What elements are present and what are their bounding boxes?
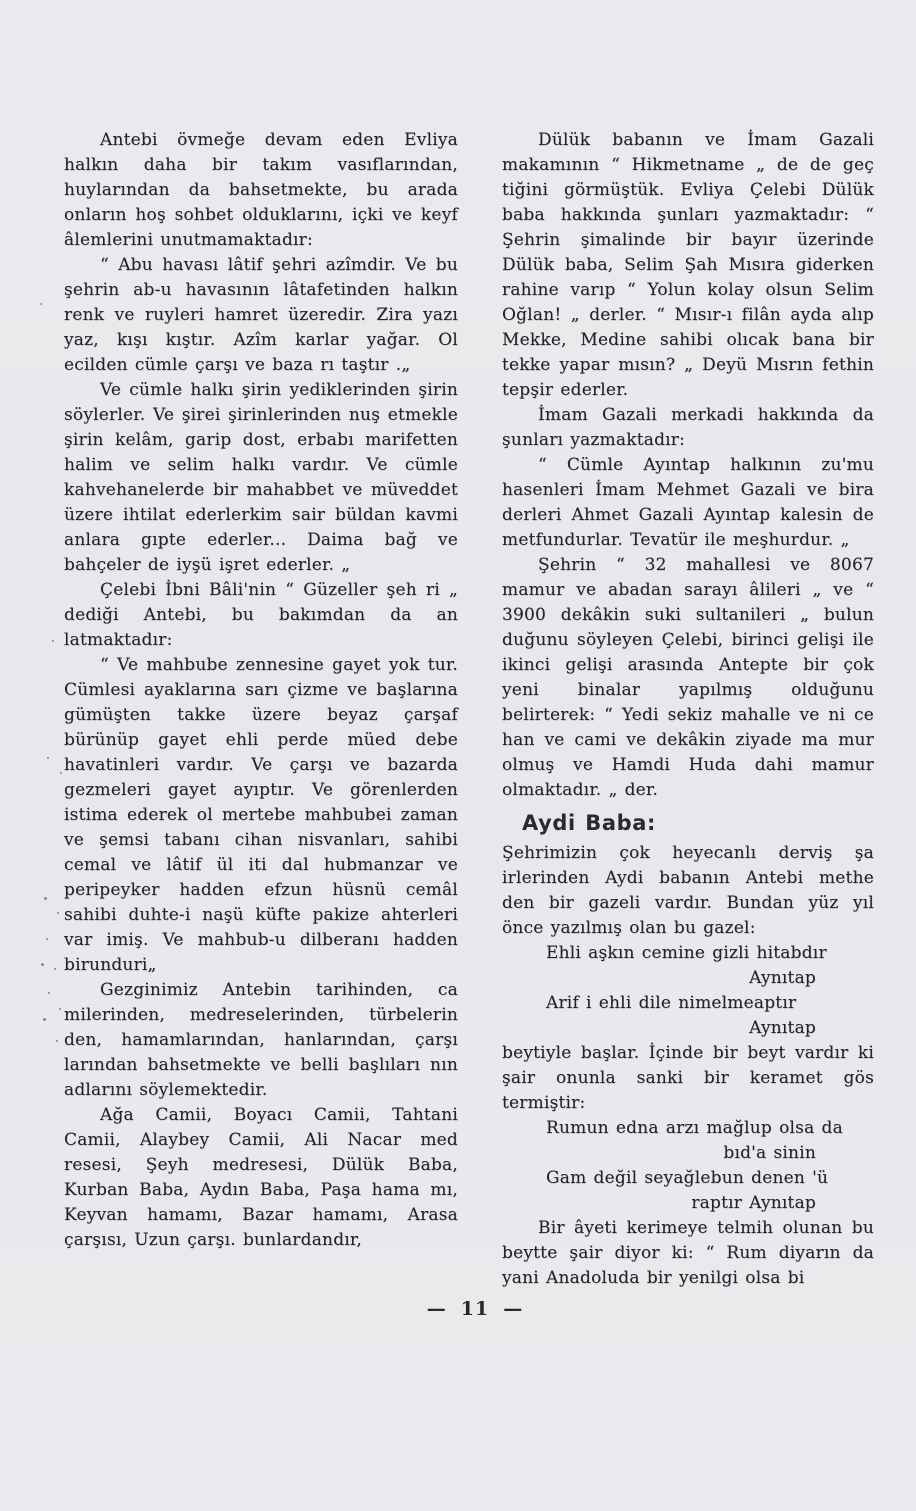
scan-speck: [40, 303, 42, 305]
paragraph-cami-listesi: Ağa Camii, Boyacı Camii, Tahtani Camii, Alaybey Camii, Ali Nacar med resesi, Şeyh medresesi, Dülük Baba, Kurban Baba, Aydın Baba, Paşa hama mı, Keyvan hamamı, Bazar hamamı, Arasa çarşısı, Uzun çarşı. bunlardandır,: [64, 1105, 458, 1250]
verse-line: Aynıtap: [749, 968, 816, 988]
scan-speck: [47, 757, 49, 759]
paragraph-quote-ab-u-hava: “ Abu havası lâtif şehri azîmdir. Ve bu şehrin ab-u havasının lâtafetinden halkın renk ve ruyleri hamret üzeredir. Zira yazı yaz, kışı kıştır. Azîm karlar yağar. Ol ecilden cümle çarşı ve baza rı taştır .„: [64, 255, 458, 375]
verse-line: bıd'a sinin: [723, 1143, 816, 1163]
scan-speck: [59, 1008, 61, 1010]
paragraph-quote-mahbube: “ Ve mahbube zennesine gayet yok tur. Cümlesi ayaklarına sarı çizme ve başlarına gümüşten takke üzere beyaz çarşaf bürünüp gayet ehli perde müed debe havatinleri vardır. Ve çarşı ve bazarda gezmeleri gayet ayıptır. Ve görenlerden istima ederek ol mertebe mahbubei zaman ve şemsi tabanı cihan nisvanları, sahibi cemal ve lâtif ül iti dal hubmanzar ve peripeyker hadden efzun hüsnü cemâl sahibi duhte-i naşü küfte pakize ahterleri var imiş. Ve mahbub-u dilberanı hadden birunduri„: [64, 655, 458, 975]
scan-speck: [46, 938, 48, 940]
paragraph-imam-gazali-giris: İmam Gazali merkadi hakkında da şunları yazmaktadır:: [502, 405, 874, 450]
paragraph-gezginimiz: Gezginimiz Antebin tarihinden, ca milerinden, medreselerinden, türbelerin den, hamamlarından, hanlarından, çarşı larından bahsetmekte ve belli başlıları nın adlarını söylemektedir.: [64, 980, 458, 1100]
page-number-dash-right: —: [503, 1298, 524, 1320]
scan-speck: [48, 992, 50, 994]
paragraph-evliya-intro: Antebi övmeğe devam eden Evliya halkın daha bir takım vasıflarından, huylarından da bahsetmekte, bu arada onların hoş sohbet olduklarını, içki ve keyf âlemlerini unutmamaktadır:: [64, 130, 458, 250]
paragraph-aydi-baba-gazel: Şehrimizin çok heyecanlı derviş şa irlerinden Aydi babanın Antebi methe den bir gazeli vardır. Bundan yüz yıl önce yazılmış olan bu gazel:: [502, 843, 874, 938]
scan-speck: [43, 1018, 46, 1021]
paragraph-sehrin-mahalle: Şehrin “ 32 mahallesi ve 8067 mamur ve abadan sarayı âlileri „ ve “ 3900 dekâkin suki sultanileri „ bulun duğunu söyleyen Çelebi, birinci gelişi ile ikinci gelişi arasında Antepte bir çok yeni binalar yapılmış olduğunu belirterek: “ Yedi sekiz mahalle ve ni ce han ve cami ve dekâkin ziyade ma mur olmuş ve Hamdi Huda dahi mamur olmaktadır. „ der.: [502, 555, 874, 800]
scan-speck: [60, 772, 62, 774]
section-heading-aydi-baba: Aydi Baba:: [522, 811, 657, 835]
paragraph-celebi-ibni-bali: Çelebi İbni Bâli'nin “ Güzeller şeh ri „ dediği Antebi, bu bakımdan da an latmaktadır:: [64, 580, 458, 650]
left-column: [64, 128, 458, 1253]
paragraph-duluk-baba: Dülük babanın ve İmam Gazali makamının “ Hikmetname „ de de geç tiğini görmüştük. Evliya Çelebi Dülük baba hakkında şunları yazmaktadır: “ Şehrin şimalinde bir bayır üzerinde Dülük baba, Selim Şah Mısıra giderken rahine varıp “ Yolun kolay olsun Selim Oğlan! „ derler. “ Mısır-ı filân ayda alıp Mekke, Medine sahibi olıcak bana bir tekke yapar mısın? „ Deyü Mısrın fethin tepşir ederler.: [502, 130, 874, 400]
verse-line: raptır Aynıtap: [691, 1193, 816, 1213]
paragraph-ayeti-kerime: Bir âyeti kerimeye telmih olunan bu beytte şair diyor ki: “ Rum diyarın da yani Anadoluda bir yenilgi olsa bi: [502, 1218, 874, 1288]
page-number: [0, 1298, 916, 1320]
scan-speck: [57, 912, 59, 914]
right-column: [502, 128, 874, 1291]
verse-line: Ehli aşkın cemine gizli hitabdır: [546, 943, 827, 963]
scan-speck: [52, 640, 54, 642]
paragraph-beytiyle-baslar: beytiyle başlar. İçinde bir beyt vardır ki şair onunla sanki bir keramet gös termiştir:: [502, 1043, 874, 1113]
verse-line: Gam değil seyağlebun denen 'ü: [546, 1168, 829, 1188]
scan-speck: [41, 963, 44, 966]
paragraph-quote-ayintap: “ Cümle Ayıntap halkının zu'mu hasenleri İmam Mehmet Gazali ve bira derleri Ahmet Gazali Ayıntap kalesin de metfundurlar. Tevatür ile meşhurdur. „: [502, 455, 874, 550]
verse-beyit-2: [502, 1116, 874, 1216]
paragraph-quote-sirin-halk: Ve cümle halkı şirin yediklerinden şirin söylerler. Ve şirei şirinlerinden nuş etmekle şirin kelâm, garip dost, erbabı marifetten halim ve selim halkı vardır. Ve cümle kahvehanelerde bir mahabbet ve müveddet üzere ihtilat ederlerkim sair büldan kavmi anlara gıpte ederler... Daima bağ ve bahçeler de iyşü işret ederler. „: [64, 380, 458, 575]
scan-speck: [54, 968, 56, 970]
verse-line: Rumun edna arzı mağlup olsa da: [546, 1118, 843, 1138]
verse-line: Aynıtap: [749, 1018, 816, 1038]
scan-speck: [44, 897, 47, 900]
verse-beyit-1: [502, 941, 874, 1041]
page-number-value: 11: [460, 1298, 490, 1320]
verse-line: Arif i ehli dile nimelmeaptır: [546, 993, 797, 1013]
scan-speck: [56, 1040, 58, 1042]
page-number-dash-left: —: [426, 1298, 447, 1320]
